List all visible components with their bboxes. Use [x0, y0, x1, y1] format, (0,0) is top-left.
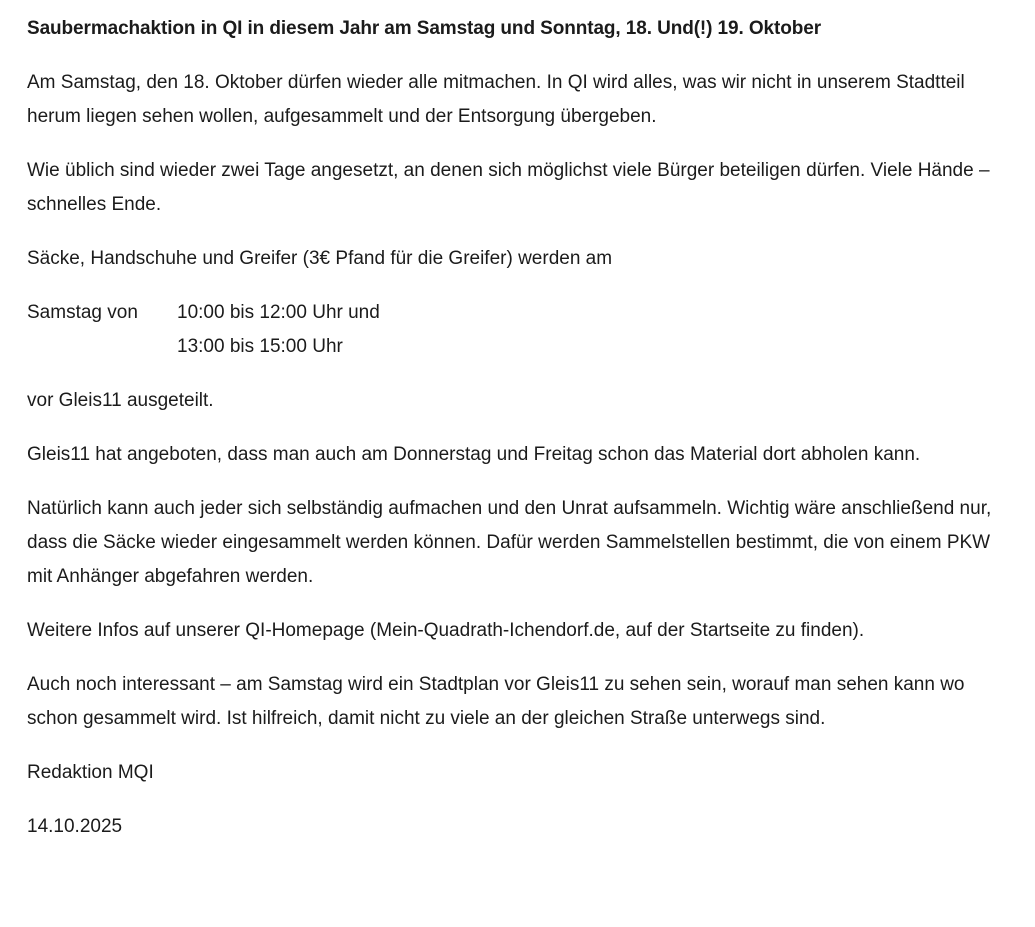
paragraph-independent-collection: Natürlich kann auch jeder sich selbständig aufmachen und den Unrat aufsammeln. Wichtig wäre anschließend nur, dass die Säcke wieder eingesammelt werden können. Dafür werden Sammelstellen bestimmt, die von einem PKW mit Anhänger abgefahren werden. — [27, 498, 992, 587]
paragraph-intro: Am Samstag, den 18. Oktober dürfen wieder alle mitmachen. In QI wird alles, was wir nicht in unserem Stadtteil herum liegen sehen wollen, aufgesammelt und der Entsorgung übergeben. — [27, 72, 965, 127]
paragraph-materials: Säcke, Handschuhe und Greifer (3€ Pfand für die Greifer) werden am — [27, 248, 613, 269]
page-title: Saubermachaktion in QI in diesem Jahr am Samstag und Sonntag, 18. Und(!) 19. Oktober — [27, 18, 821, 39]
schedule-day-label: Samstag von — [27, 302, 138, 323]
schedule-times — [177, 296, 380, 364]
schedule-time-2: 13:00 bis 15:00 Uhr — [177, 336, 343, 357]
paragraph-homepage-info: Weitere Infos auf unserer QI-Homepage (Mein-Quadrath-Ichendorf.de, auf der Startseite zu finden). — [27, 620, 865, 641]
schedule-block — [27, 296, 1007, 364]
paragraph-city-map: Auch noch interessant – am Samstag wird ein Stadtplan vor Gleis11 zu sehen sein, worauf man sehen kann wo schon gesammelt wird. Ist hilfreich, damit nicht zu viele an der gleichen Straße unterwegs sind. — [27, 674, 965, 729]
signature: Redaktion MQI — [27, 762, 154, 783]
document-date: 14.10.2025 — [27, 816, 123, 837]
schedule-time-1: 10:00 bis 12:00 Uhr und — [177, 302, 380, 323]
paragraph-handout-location: vor Gleis11 ausgeteilt. — [27, 390, 214, 411]
paragraph-two-days: Wie üblich sind wieder zwei Tage angesetzt, an denen sich möglichst viele Bürger beteiligen dürfen. Viele Hände – schnelles Ende. — [27, 160, 990, 215]
paragraph-gleis11-offer: Gleis11 hat angeboten, dass man auch am Donnerstag und Freitag schon das Material dort abholen kann. — [27, 444, 921, 465]
